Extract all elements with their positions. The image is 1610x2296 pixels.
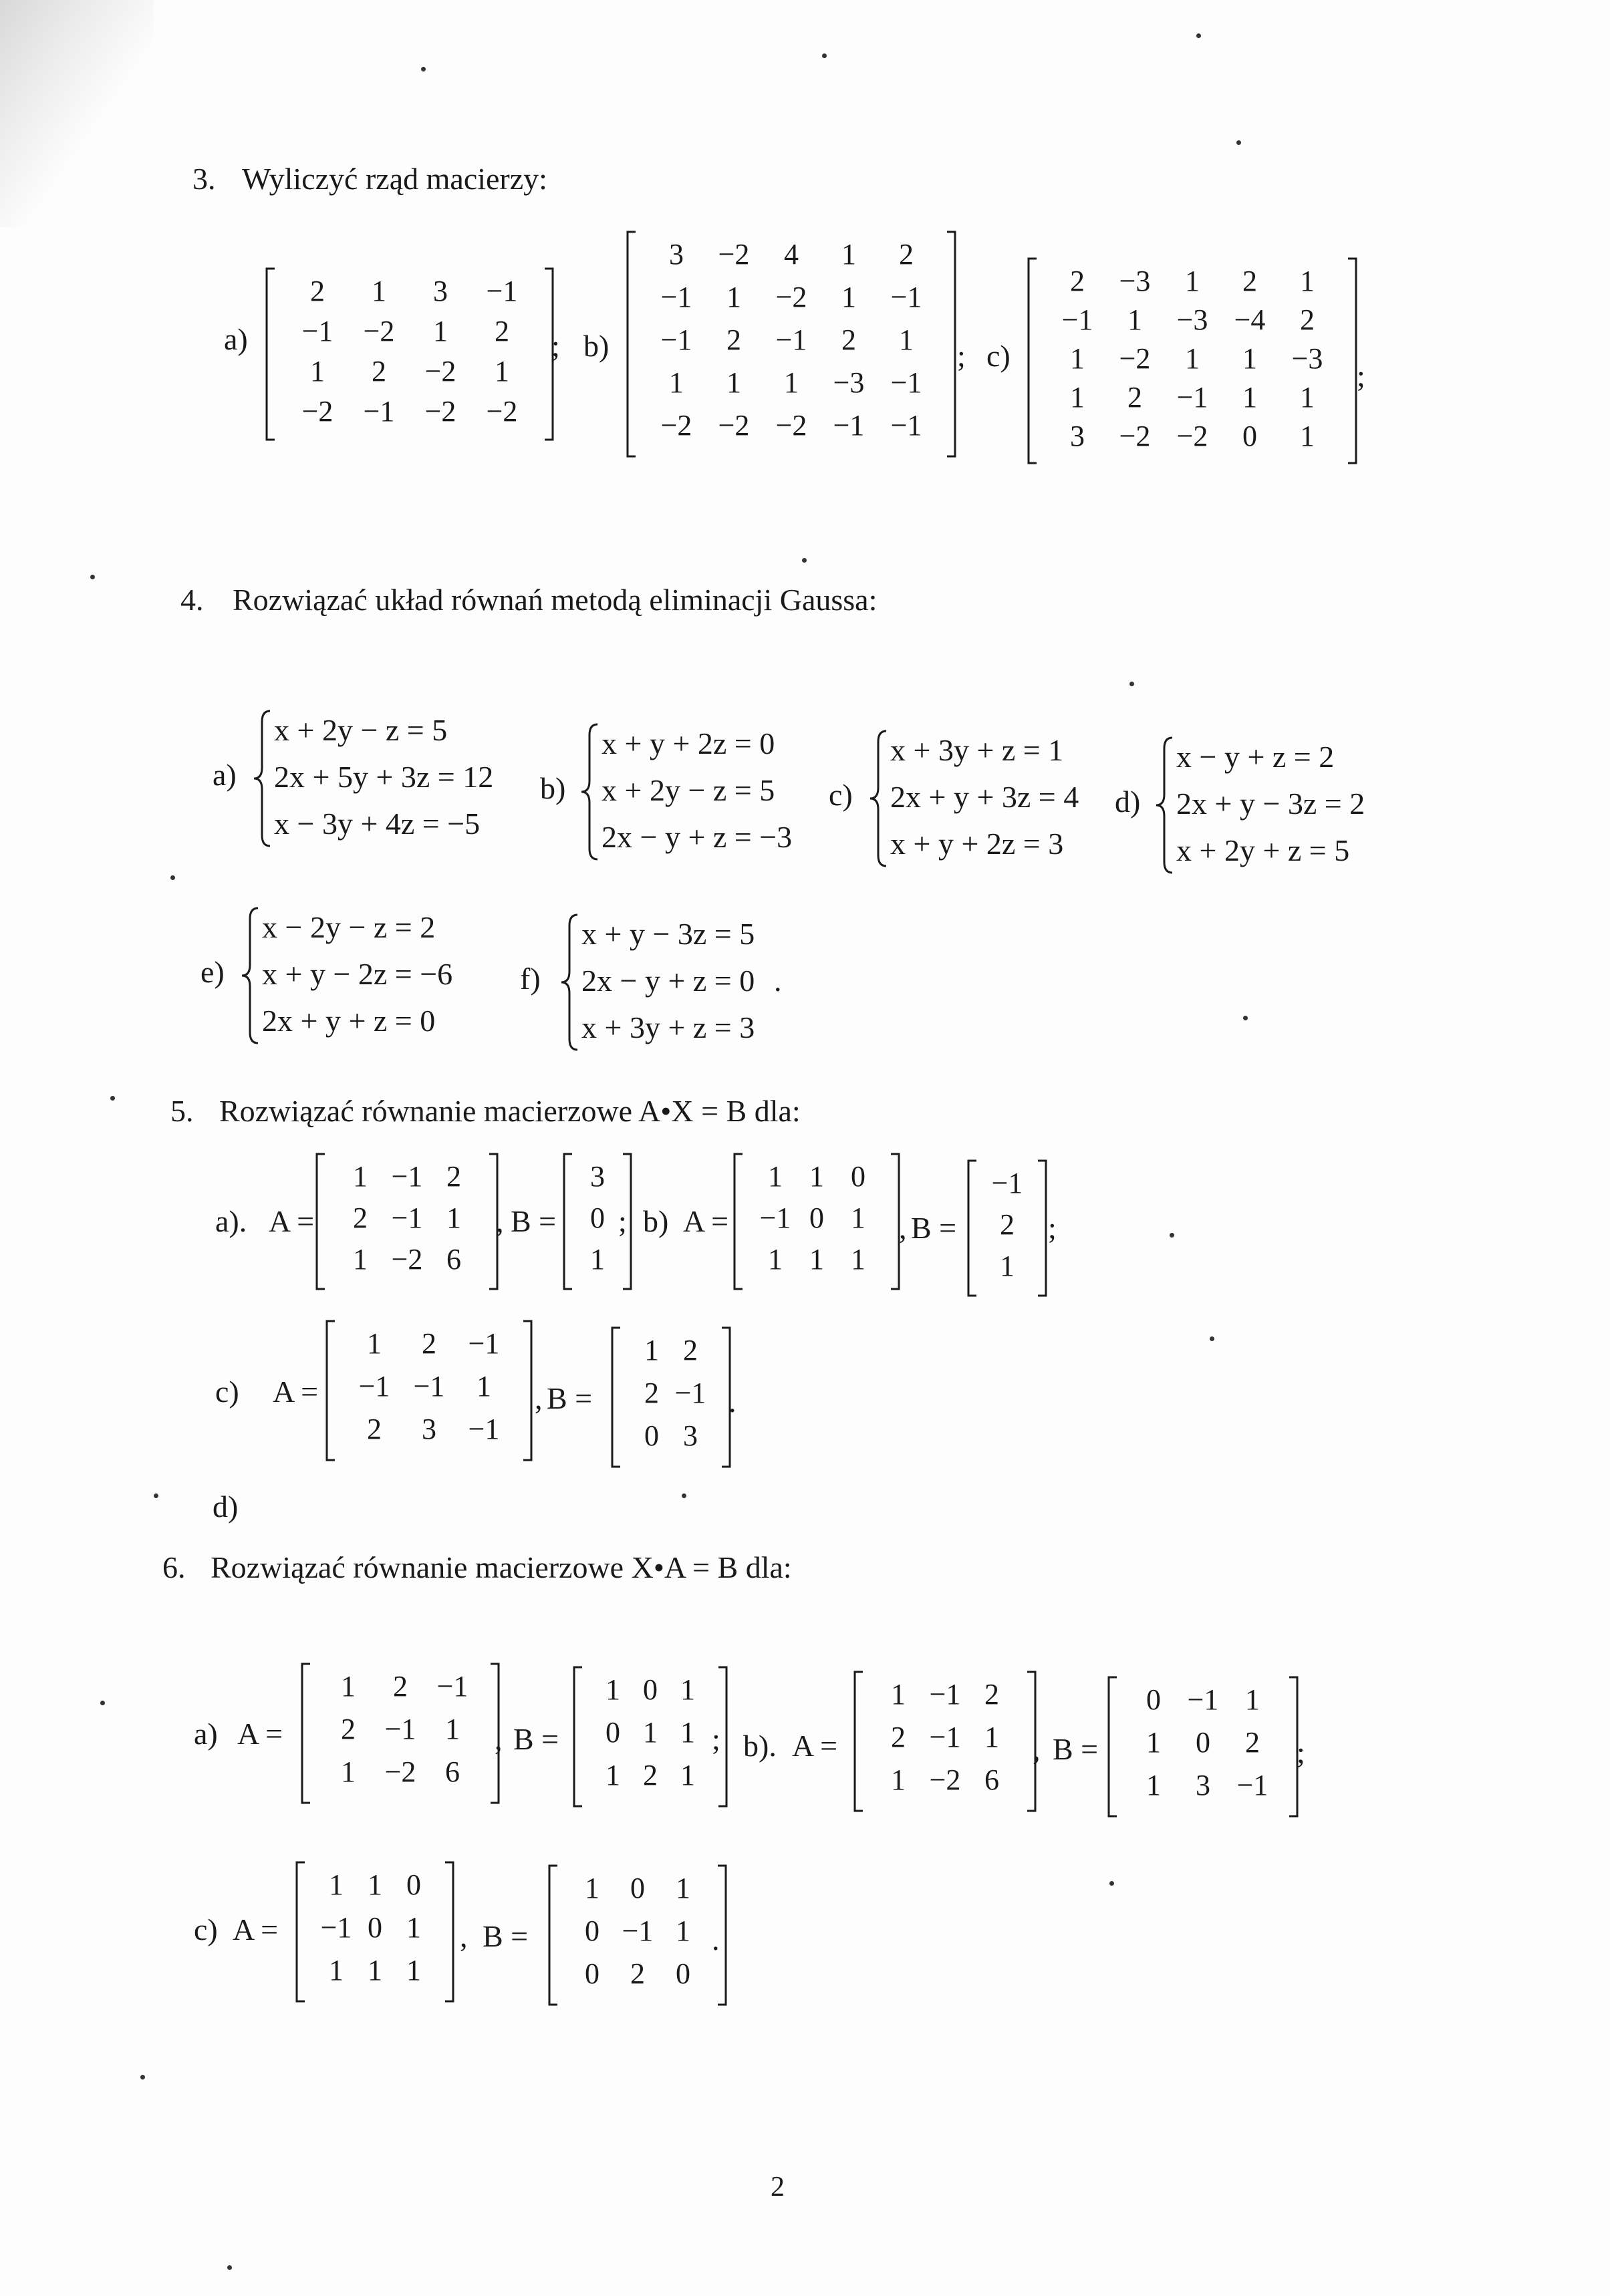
matrix-5b-A xyxy=(732,1153,902,1290)
system-label: b) xyxy=(540,771,566,805)
left-bracket xyxy=(734,1154,743,1289)
right-bracket xyxy=(445,1862,453,2001)
matrix-5a-A xyxy=(314,1153,500,1290)
scan-speck xyxy=(1243,1016,1248,1020)
matrix-cell: −2 xyxy=(775,281,807,313)
matrix-cell: −1 xyxy=(660,323,692,356)
equation: x + y − 3z = 5 xyxy=(581,917,755,951)
task-5a-suffix: ; xyxy=(618,1204,627,1238)
matrix-cell: 0 xyxy=(809,1201,824,1234)
task-5a-A-eq: A = xyxy=(269,1204,315,1238)
scan-speck xyxy=(1210,1336,1214,1341)
scan-speck xyxy=(1129,682,1134,686)
task-5c-comma: , xyxy=(535,1381,543,1415)
task-5b-B-eq: B = xyxy=(911,1211,957,1245)
matrix-cell: 0 xyxy=(676,1957,690,1990)
matrix-cell: −1 xyxy=(391,1201,423,1234)
scan-speck xyxy=(170,875,175,880)
matrix-cell: 1 xyxy=(406,1954,421,1987)
left-bracket xyxy=(1029,259,1037,463)
task-4-number: 4. xyxy=(180,583,204,617)
matrix-cell: 1 xyxy=(680,1759,695,1791)
matrix-cell: 1 xyxy=(1146,1726,1161,1759)
matrix-cell: −2 xyxy=(1176,420,1208,452)
matrix-cell: −1 xyxy=(1061,303,1093,336)
matrix-3c xyxy=(1026,257,1359,464)
matrix-cell: 0 xyxy=(644,1419,659,1452)
matrix-cell: 1 xyxy=(372,275,386,307)
brace-path xyxy=(242,908,258,1043)
task-5b-suffix: ; xyxy=(1048,1211,1057,1245)
task-3a-suffix: ; xyxy=(551,329,560,363)
task-5c-suffix: . xyxy=(728,1385,736,1419)
matrix-cell: −1 xyxy=(413,1370,445,1403)
matrix-6b-A xyxy=(852,1671,1038,1812)
task-5c-A-eq: A = xyxy=(273,1375,319,1409)
matrix-cell: 1 xyxy=(353,1160,368,1193)
matrix-cell: 0 xyxy=(851,1160,865,1193)
task-5b-A-eq: A = xyxy=(683,1204,729,1238)
matrix-6c-A xyxy=(294,1861,456,2003)
matrix-cell: −3 xyxy=(833,366,865,399)
task-6b-label: b). xyxy=(743,1729,777,1763)
matrix-brackets xyxy=(610,1326,732,1468)
matrix-cell: 1 xyxy=(768,1160,783,1193)
task-6-title: Rozwiązać równanie macierzowe X•A = B dla: xyxy=(211,1550,792,1584)
scan-speck xyxy=(90,575,95,579)
scan-speck xyxy=(802,558,807,563)
task-6c-label: c) xyxy=(194,1912,218,1947)
matrix-cell: 2 xyxy=(644,1377,659,1409)
task-6c-comma: , xyxy=(460,1919,468,1953)
matrix-cell: −1 xyxy=(759,1201,791,1234)
matrix-cell: 2 xyxy=(1242,265,1257,297)
scan-speck xyxy=(421,67,426,71)
left-bracket xyxy=(317,1154,325,1289)
matrix-cell: −1 xyxy=(436,1670,468,1703)
matrix-cell: 1 xyxy=(353,1243,368,1276)
matrix-cell: 3 xyxy=(1196,1769,1210,1802)
system-label: f) xyxy=(520,962,541,996)
scan-speck xyxy=(1236,140,1241,145)
matrix-cell: −2 xyxy=(391,1243,423,1276)
task-5a-B-eq: B = xyxy=(511,1204,557,1238)
left-bracket xyxy=(628,232,636,456)
task-5a-label: a). xyxy=(215,1204,247,1238)
task-3-number: 3. xyxy=(192,162,216,196)
matrix-cell: 6 xyxy=(446,1243,461,1276)
task-6b-B-eq: B = xyxy=(1053,1732,1099,1766)
matrix-cell: 2 xyxy=(495,315,509,347)
equation: x + 2y − z = 5 xyxy=(601,773,775,807)
task-6a-suffix: ; xyxy=(712,1722,720,1756)
matrix-cell: −1 xyxy=(890,409,922,442)
task-4-title: Rozwiązać układ równań metodą eliminacji Gaussa: xyxy=(233,583,878,617)
matrix-cell: 1 xyxy=(851,1201,865,1234)
matrix-cell: 1 xyxy=(841,238,856,271)
matrix-cell: 2 xyxy=(899,238,914,271)
matrix-cell: 3 xyxy=(422,1413,436,1445)
equation: x + 3y + z = 1 xyxy=(890,733,1064,767)
brace-path xyxy=(254,711,270,846)
matrix-cell: 2 xyxy=(984,1678,999,1711)
matrix-cell: 2 xyxy=(726,323,741,356)
task-6a-comma: , xyxy=(495,1722,503,1756)
matrix-cell: −2 xyxy=(1119,342,1151,375)
matrix-5c-A xyxy=(324,1320,534,1461)
matrix-6b-B xyxy=(1106,1676,1300,1818)
matrix-cell: 1 xyxy=(676,1872,690,1904)
matrix-cell: 0 xyxy=(585,1914,599,1947)
equation: x + y + 2z = 0 xyxy=(601,726,775,760)
matrix-cell: 0 xyxy=(606,1716,620,1749)
matrix-cell: 1 xyxy=(495,355,509,388)
matrix-cell: 1 xyxy=(680,1673,695,1706)
matrix-cell: 0 xyxy=(630,1872,645,1904)
right-bracket xyxy=(891,1154,899,1289)
matrix-cell: −1 xyxy=(833,409,865,442)
matrix-cell: 4 xyxy=(784,238,799,271)
matrix-cell: 2 xyxy=(891,1721,906,1753)
matrix-cell: −1 xyxy=(358,1370,390,1403)
matrix-cell: −1 xyxy=(991,1167,1023,1199)
matrix-cell: −1 xyxy=(890,281,922,313)
matrix-cell: 1 xyxy=(590,1243,605,1276)
matrix-cell: −2 xyxy=(301,395,333,428)
matrix-cell: 0 xyxy=(406,1868,421,1901)
matrix-cell: 1 xyxy=(891,1763,906,1796)
matrix-cell: 1 xyxy=(768,1243,783,1276)
matrix-cell: −1 xyxy=(301,315,333,347)
matrix-cell: −1 xyxy=(468,1413,500,1445)
matrix-cell: 1 xyxy=(643,1716,658,1749)
matrix-cell: 2 xyxy=(683,1334,698,1367)
matrix-cell: 1 xyxy=(851,1243,865,1276)
scan-speck xyxy=(1109,1881,1114,1886)
matrix-cell: 0 xyxy=(590,1201,605,1234)
matrix-cell: 2 xyxy=(841,323,856,356)
matrix-cell: −2 xyxy=(660,409,692,442)
matrix-cell: 1 xyxy=(1300,381,1315,414)
system-label: d) xyxy=(1115,784,1141,819)
matrix-cell: −1 xyxy=(622,1914,654,1947)
matrix-cell: 1 xyxy=(669,366,684,399)
matrix-cell: 3 xyxy=(433,275,448,307)
matrix-cell: 1 xyxy=(680,1716,695,1749)
equation: 2x + 5y + 3z = 12 xyxy=(274,760,494,794)
matrix-cell: 6 xyxy=(445,1755,460,1788)
matrix-cell: 3 xyxy=(683,1419,698,1452)
equation: x + 3y + z = 3 xyxy=(581,1010,755,1044)
matrix-cell: −2 xyxy=(929,1763,961,1796)
matrix-cell: 1 xyxy=(310,355,325,388)
matrix-cell: 2 xyxy=(353,1201,368,1234)
task-5-title: Rozwiązać równanie macierzowe A•X = B dla: xyxy=(219,1094,801,1128)
matrix-cell: 0 xyxy=(643,1673,658,1706)
equation: x + y − 2z = −6 xyxy=(262,957,453,991)
task-6-number: 6. xyxy=(162,1550,186,1584)
matrix-cell: 1 xyxy=(329,1954,344,1987)
matrix-cell: −1 xyxy=(384,1713,416,1745)
matrix-cell: 1 xyxy=(841,281,856,313)
matrix-cell: 0 xyxy=(585,1957,599,1990)
task-3c-suffix: ; xyxy=(1357,359,1365,393)
matrix-cell: 2 xyxy=(1000,1208,1015,1241)
system-suffix: . xyxy=(774,964,782,998)
left-bracket xyxy=(302,1664,310,1803)
task-5d-label: d) xyxy=(213,1489,239,1524)
matrix-cell: 1 xyxy=(1242,342,1257,375)
matrix-cell: 1 xyxy=(784,366,799,399)
task-6c-A-eq: A = xyxy=(233,1912,279,1947)
matrix-cell: 1 xyxy=(585,1872,599,1904)
scan-speck xyxy=(140,2075,145,2079)
left-bracket xyxy=(297,1862,305,2001)
matrix-cell: 1 xyxy=(726,281,741,313)
matrix-cell: −3 xyxy=(1291,342,1323,375)
task-6a-A-eq: A = xyxy=(237,1717,283,1751)
matrix-cell: 1 xyxy=(1185,342,1200,375)
matrix-cell: −1 xyxy=(1176,381,1208,414)
matrix-cell: 2 xyxy=(1300,303,1315,336)
task-3a-label: a) xyxy=(224,322,248,356)
brace-path xyxy=(870,731,886,866)
equation: x − 3y + 4z = −5 xyxy=(274,807,481,841)
matrix-cell: 1 xyxy=(1070,381,1085,414)
task-3b-label: b) xyxy=(583,329,610,363)
matrix-cell: 1 xyxy=(406,1911,421,1944)
matrix-cell: 1 xyxy=(1185,265,1200,297)
scan-speck xyxy=(154,1493,158,1498)
matrix-cell: −1 xyxy=(1187,1683,1219,1716)
matrix-cell: 2 xyxy=(1245,1726,1260,1759)
matrix-6c-B xyxy=(547,1864,728,2006)
matrix-cell: 0 xyxy=(1196,1726,1210,1759)
matrix-cell: 1 xyxy=(606,1673,620,1706)
matrix-cell: 1 xyxy=(368,1954,382,1987)
matrix-cell: 1 xyxy=(891,1678,906,1711)
matrix-cell: 1 xyxy=(433,315,448,347)
task-6a-label: a) xyxy=(194,1717,218,1751)
matrix-cell: 1 xyxy=(809,1160,824,1193)
matrix-5b-B xyxy=(966,1159,1049,1297)
matrix-cell: 1 xyxy=(1245,1683,1260,1716)
task-5b-label: b) xyxy=(643,1204,669,1238)
matrix-cell: 1 xyxy=(368,1868,382,1901)
task-3b-suffix: ; xyxy=(957,339,966,373)
equation: x + 2y + z = 5 xyxy=(1176,833,1350,867)
left-bracket xyxy=(549,1866,557,2005)
matrix-cell: −3 xyxy=(1176,303,1208,336)
matrix-cell: −1 xyxy=(1236,1769,1268,1802)
matrix-cell: 1 xyxy=(1300,420,1315,452)
task-6b-A-eq: A = xyxy=(792,1729,838,1763)
right-bracket xyxy=(947,232,955,456)
task-3c-label: c) xyxy=(986,339,1011,373)
equation: x − 2y − z = 2 xyxy=(262,910,436,944)
task-6a-B-eq: B = xyxy=(513,1722,559,1756)
right-bracket xyxy=(1038,1161,1046,1296)
matrix-cell: 3 xyxy=(590,1160,605,1193)
task-6c-B-eq: B = xyxy=(483,1919,529,1953)
matrix-cell: −1 xyxy=(363,395,395,428)
matrix-cell: 1 xyxy=(1300,265,1315,297)
matrix-cell: −1 xyxy=(468,1327,500,1360)
matrix-cell: 0 xyxy=(1242,420,1257,452)
matrix-cell: −1 xyxy=(391,1160,423,1193)
matrix-cell: 1 xyxy=(477,1370,491,1403)
brace-path xyxy=(1156,738,1172,873)
matrix-cell: 1 xyxy=(1000,1250,1015,1282)
brace-path xyxy=(561,915,577,1050)
matrix-cell: −2 xyxy=(775,409,807,442)
task-6b-suffix: ; xyxy=(1297,1735,1305,1769)
matrix-3a xyxy=(264,267,555,441)
task-6c-suffix: . xyxy=(712,1922,720,1957)
matrix-6a-A xyxy=(299,1663,501,1804)
left-bracket xyxy=(267,269,275,440)
task-3-title: Wyliczyć rząd macierzy: xyxy=(242,162,547,196)
matrix-cell: −2 xyxy=(363,315,395,347)
matrix-cell: 0 xyxy=(368,1911,382,1944)
matrix-cell: 1 xyxy=(341,1755,356,1788)
matrix-cell: 0 xyxy=(1146,1683,1161,1716)
task-5a-comma: , xyxy=(496,1204,504,1238)
matrix-cell: 1 xyxy=(1242,381,1257,414)
matrix-cell: 1 xyxy=(676,1914,690,1947)
matrix-cell: −1 xyxy=(890,366,922,399)
equation: 2x + y − 3z = 2 xyxy=(1176,786,1365,821)
equation: 2x + y + 3z = 4 xyxy=(890,780,1079,814)
matrix-cell: 2 xyxy=(422,1327,436,1360)
brace-path xyxy=(581,724,597,859)
task-6b-comma: , xyxy=(1033,1732,1041,1766)
right-bracket xyxy=(1348,259,1356,463)
left-bracket xyxy=(574,1667,582,1806)
matrix-cell: −3 xyxy=(1119,265,1151,297)
matrix-cell: 2 xyxy=(310,275,325,307)
matrix-cell: −1 xyxy=(929,1678,961,1711)
task-5c-B-eq: B = xyxy=(547,1381,593,1415)
system-label: c) xyxy=(829,778,853,812)
scan-speck xyxy=(1196,33,1201,38)
matrix-cell: 2 xyxy=(393,1670,408,1703)
matrix-cell: −1 xyxy=(660,281,692,313)
matrix-cell: 2 xyxy=(1127,381,1142,414)
equation: 2x + y + z = 0 xyxy=(262,1004,436,1038)
matrix-cell: 1 xyxy=(644,1334,659,1367)
left-bracket xyxy=(855,1672,863,1811)
matrix-cell: 3 xyxy=(669,238,684,271)
matrix-cell: −2 xyxy=(424,355,456,388)
matrix-cell: 1 xyxy=(726,366,741,399)
scan-speck xyxy=(110,1096,115,1101)
matrix-cell: 1 xyxy=(1127,303,1142,336)
scan-speck xyxy=(100,1701,105,1705)
matrix-cell: 3 xyxy=(1070,420,1085,452)
scan-speck xyxy=(1170,1233,1174,1238)
right-bracket xyxy=(523,1321,531,1460)
matrix-cell: 1 xyxy=(341,1670,356,1703)
matrix-cell: 2 xyxy=(367,1413,382,1445)
matrix-cell: 2 xyxy=(372,355,386,388)
matrix-cell: 1 xyxy=(446,1201,461,1234)
scan-speck xyxy=(822,53,827,58)
matrix-cell: −4 xyxy=(1234,303,1266,336)
matrix-cell: 1 xyxy=(809,1243,824,1276)
matrix-cell: −1 xyxy=(486,275,518,307)
left-bracket xyxy=(612,1328,620,1467)
matrix-cell: −2 xyxy=(424,395,456,428)
matrix-cell: 1 xyxy=(445,1713,460,1745)
matrix-cell: −1 xyxy=(320,1911,352,1944)
page-number: 2 xyxy=(771,2172,785,2202)
system-label: e) xyxy=(200,955,225,989)
matrix-cell: 6 xyxy=(984,1763,999,1796)
matrix-5c-B xyxy=(610,1326,732,1468)
matrix-cell: 1 xyxy=(984,1721,999,1753)
matrix-cell: 1 xyxy=(1070,342,1085,375)
matrix-cell: 2 xyxy=(630,1957,645,1990)
matrix-cell: 1 xyxy=(899,323,914,356)
matrix-cell: 2 xyxy=(446,1160,461,1193)
equation: 2x − y + z = 0 xyxy=(581,964,755,998)
matrix-cell: −2 xyxy=(384,1755,416,1788)
matrix-3b xyxy=(625,231,958,458)
task-5c-label: c) xyxy=(215,1375,239,1409)
equation: 2x − y + z = −3 xyxy=(601,820,793,854)
matrix-cell: −2 xyxy=(486,395,518,428)
matrix-cell: −1 xyxy=(775,323,807,356)
matrix-cell: 2 xyxy=(1070,265,1085,297)
matrix-cell: −1 xyxy=(674,1377,706,1409)
task-5b-comma: , xyxy=(899,1211,907,1245)
equation: x − y + z = 2 xyxy=(1176,740,1335,774)
matrix-cell: −1 xyxy=(929,1721,961,1753)
equation: x + 2y − z = 5 xyxy=(274,713,448,747)
matrix-cell: 2 xyxy=(643,1759,658,1791)
matrix-cell: 1 xyxy=(367,1327,382,1360)
scan-edge-shadow xyxy=(0,0,154,227)
left-bracket xyxy=(968,1161,976,1296)
left-bracket xyxy=(327,1321,335,1460)
system-label: a) xyxy=(213,758,237,792)
matrix-cell: 2 xyxy=(341,1713,356,1745)
task-5-number: 5. xyxy=(170,1094,194,1128)
matrix-6a-B xyxy=(571,1666,729,1808)
equation: x + y + 2z = 3 xyxy=(890,827,1064,861)
matrix-cell: −2 xyxy=(1119,420,1151,452)
scan-speck xyxy=(227,2265,232,2270)
matrix-cell: −2 xyxy=(718,238,750,271)
left-bracket xyxy=(1109,1677,1117,1816)
left-bracket xyxy=(564,1154,572,1289)
matrix-cell: 1 xyxy=(606,1759,620,1791)
scan-speck xyxy=(682,1493,686,1498)
matrix-cell: 1 xyxy=(1146,1769,1161,1802)
matrix-cell: 1 xyxy=(329,1868,344,1901)
matrix-cell: −2 xyxy=(718,409,750,442)
